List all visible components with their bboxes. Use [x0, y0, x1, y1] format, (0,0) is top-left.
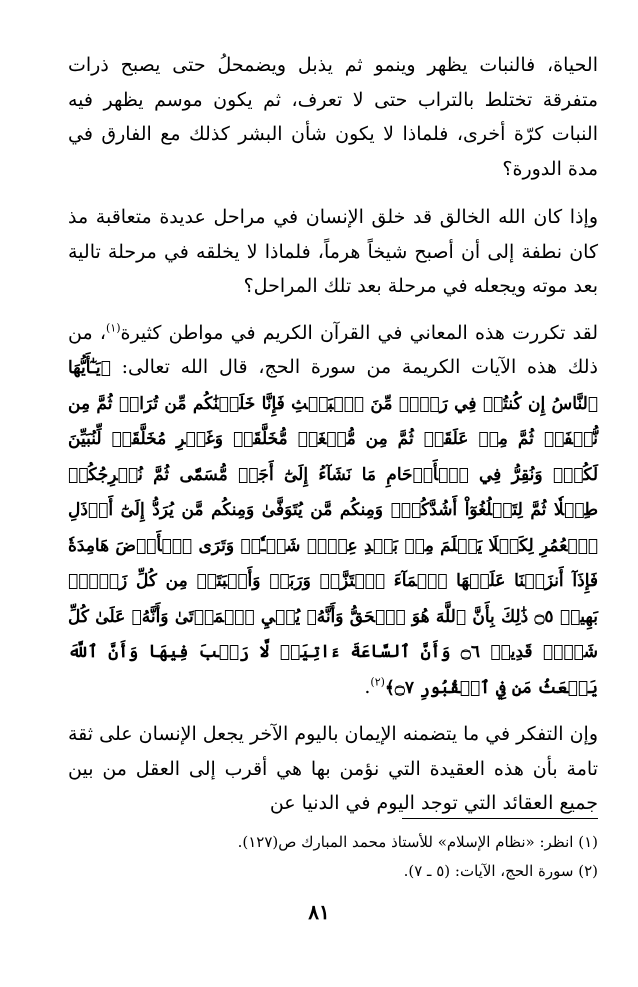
paragraph-3-intro: لقد تكررت هذه المعاني في القرآن الكريم في مواطن كثيرة: [120, 321, 598, 344]
footnote-2: (٢) سورة الحج، الآيات: (٥ ـ ٧).: [403, 862, 598, 880]
paragraph-3-mid: ، من ذلك هذه الآيات الكريمة من سورة الحج، قال الله تعالى:: [68, 321, 598, 378]
footnote-divider: [402, 818, 598, 819]
footnote-ref-2: (٢): [370, 675, 385, 689]
paragraph-3-end: .: [364, 675, 371, 698]
paragraph-4: وإن التفكر في ما يتضمنه الإيمان باليوم الآخر يجعل الإنسان على ثقة تامة بأن هذه العقيدة التي نؤمن بها هي أقرب إلى العقل من بين جميع العقائد التي توجد اليوم في الدنيا عن: [68, 723, 598, 814]
footnotes: [68, 828, 598, 886]
quran-verses: ﴿يَـٰٓأَيُّهَا ٱلنَّاسُ إِن كُنتُمۡ فِي رَيۡبٖ مِّنَ ٱلۡبَعۡثِ فَإِنَّا خَلَقۡنَٰكُم مِّن تُرَابٖ ثُمَّ مِن نُّطۡفَةٖ ثُمَّ مِنۡ عَلَقَةٖ ثُمَّ مِن مُّضۡغَةٖ مُّخَلَّقَةٖ وَغَيۡرِ مُخَلَّقَةٖ لِّنُبَيِّنَ لَكُمۡۚ وَنُقِرُّ فِي ٱلۡأَرۡحَامِ مَا نَشَآءُ إِلَىٰٓ أَجَلٖ مُّسَمّٗى ثُمَّ نُخۡرِجُكُمۡ طِفۡلٗا ثُمَّ لِتَبۡلُغُوٓاْ أَشُدَّكُمۡۖ وَمِنكُم مَّن يُتَوَفَّىٰ وَمِنكُم مَّن يُرَدُّ إِلَىٰٓ أَرۡذَلِ ٱلۡعُمُرِ لِكَيۡلَا يَعۡلَمَ مِنۢ بَعۡدِ عِلۡمٖ شَيۡـٔٗاۚ وَتَرَى ٱلۡأَرۡضَ هَامِدَةٗ فَإِذَآ أَنزَلۡنَا عَلَيۡهَا ٱلۡمَآءَ ٱهۡتَزَّتۡ وَرَبَتۡ وَأَنۢبَتَتۡ مِن كُلِّ زَوۡجِۭ بَهِيجٖ ۝٥ ذَٰلِكَ بِأَنَّ ٱللَّهَ هُوَ ٱلۡحَقُّ وَأَنَّهُۥ يُحۡيِ ٱلۡمَوۡتَىٰ وَأَنَّهُۥ عَلَىٰ كُلِّ شَيۡءٖ قَدِيرٞ ۝٦ وَأَنَّ ٱلسَّاعَةَ ءَاتِيَةٞ لَّا رَيۡبَ فِيهَا وَأَنَّ ٱللَّهَ يَبۡعَثُ مَن فِي ٱلۡقُبُورِ ۝٧﴾: [68, 358, 598, 698]
footnote-ref-1: (١): [105, 321, 121, 335]
paragraph-2: وإذا كان الله الخالق قد خلق الإنسان في مراحل عديدة متعاقبة مذ كان نطفة إلى أن أصبح شيخاً هرماً، فلماذا لا يخلقه في مرحلة تالية بعد موته ويجعله في مرحلة بعد تلك المراحل؟: [68, 206, 598, 297]
footnote-1: (١) انظر: «نظام الإسلام» للأستاذ محمد المبارك ص(١٢٧).: [237, 833, 598, 851]
page-number: ٨١: [308, 900, 330, 924]
paragraph-1: الحياة، فالنبات يظهر وينمو ثم يذبل ويضمحلُ حتى يصبح ذرات متفرقة تختلط بالتراب حتى لا تعرف، ثم يكون موسم يظهر فيه النبات كرّة أخرى، فلماذا لا يكون شأن البشر كذلك مع الفارق في مدة الدورة؟: [68, 54, 598, 180]
paragraph-3: [68, 316, 598, 706]
page-body: [68, 48, 598, 833]
